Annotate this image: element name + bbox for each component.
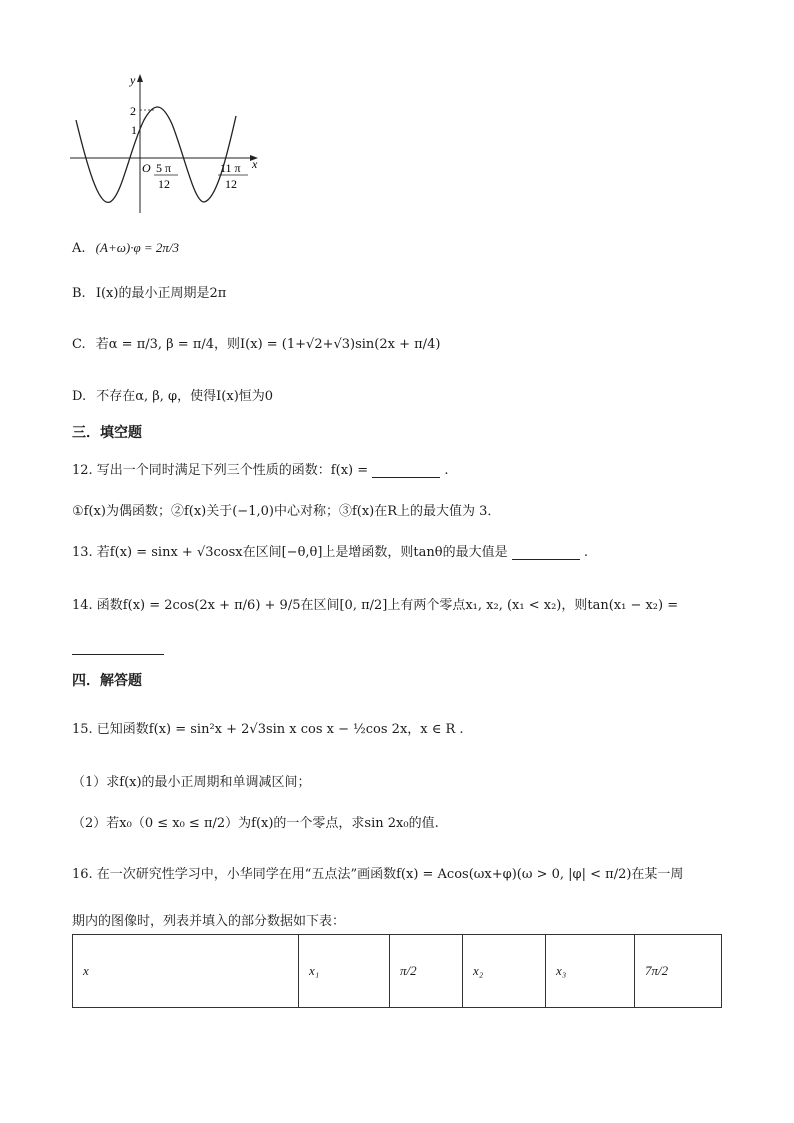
section-heading-fill-blank: 三．填空题	[72, 425, 142, 441]
option-c-label: C.	[72, 337, 86, 352]
tick-11pi-den: 12	[225, 177, 237, 191]
tick-5pi-num: 5 π	[156, 161, 172, 175]
option-a-label: A.	[72, 241, 86, 256]
option-c	[72, 333, 440, 352]
q15-stem: 15. 已知函数f(x) = sin²x + 2√3sin x cos x − ½cos 2x，x ∈ R .	[72, 722, 464, 737]
x-axis-label: x	[252, 157, 258, 171]
table-row	[73, 935, 722, 1008]
y-axis-label: y	[130, 73, 136, 87]
tick-label-2: 2	[130, 104, 136, 118]
q13-text: 13. 若f(x) = sinx + √3cosx在区间[−θ,θ]上是增函数，则tanθ的最大值是	[72, 545, 508, 560]
question-14: 14. 函数f(x) = 2cos(2x + π/6) + 9/5在区间[0, π/2]上有两个零点x₁, x₂, (x₁ < x₂)，则tan(x₁ − x₂) =	[72, 598, 679, 613]
table-cell-x2: x₂	[463, 935, 546, 1008]
q16-stem: 16. 在一次研究性学习中，小华同学在用“五点法”画函数f(x) = Acos(ωx+φ)(ω > 0, |φ| < π/2)在某一周	[72, 867, 684, 882]
table-cell-x: x	[73, 935, 299, 1008]
origin-label: O	[142, 161, 151, 175]
q15-part-1: （1）求f(x)的最小正周期和单调减区间；	[72, 775, 311, 790]
option-a	[72, 240, 179, 256]
q16-stem-2: 期内的图像时，列表并填入的部分数据如下表：	[72, 914, 346, 929]
question-13	[72, 541, 588, 560]
section-heading-solve: 四．解答题	[72, 673, 142, 689]
q14-answer-blank[interactable]	[72, 642, 164, 655]
tick-5pi-den: 12	[158, 177, 170, 191]
five-point-table	[72, 934, 722, 1008]
table-cell-pi-half: π/2	[390, 935, 463, 1008]
sine-graph	[68, 68, 268, 218]
option-b-label: B.	[72, 286, 86, 301]
option-a-text: (A+ω)·φ = 2π/3	[95, 240, 180, 255]
table-cell-x3: x₃	[546, 935, 635, 1008]
tick-label-1: 1	[131, 123, 137, 137]
tick-11pi-num: 11 π	[220, 161, 241, 175]
question-12	[72, 459, 449, 478]
q13-end: .	[583, 545, 589, 560]
table-cell-7pi-half: 7π/2	[635, 935, 722, 1008]
table-cell-x1: x₁	[299, 935, 390, 1008]
option-d	[72, 385, 273, 404]
sine-curve	[76, 107, 236, 202]
q12-answer-blank[interactable]	[372, 463, 440, 478]
option-b-text: I(x)的最小正周期是2π	[95, 286, 227, 301]
option-b	[72, 282, 226, 301]
q12-end: .	[444, 463, 449, 478]
q15-part-2: （2）若x₀（0 ≤ x₀ ≤ π/2）为f(x)的一个零点，求sin 2x₀的值.	[72, 816, 439, 831]
q13-answer-blank[interactable]	[512, 545, 580, 560]
q12-text: 12. 写出一个同时满足下列三个性质的函数：f(x) =	[72, 463, 369, 478]
option-d-text: 不存在α, β, φ，使得I(x)恒为0	[96, 389, 274, 404]
option-c-text: 若α = π/3, β = π/4，则I(x) = (1+√2+√3)sin(2x + π/4)	[95, 337, 441, 352]
option-d-label: D.	[72, 389, 87, 404]
y-arrow	[137, 74, 143, 82]
q12-conditions: ①f(x)为偶函数；②f(x)关于(−1,0)中心对称；③f(x)在R上的最大值为 3．	[72, 504, 501, 519]
